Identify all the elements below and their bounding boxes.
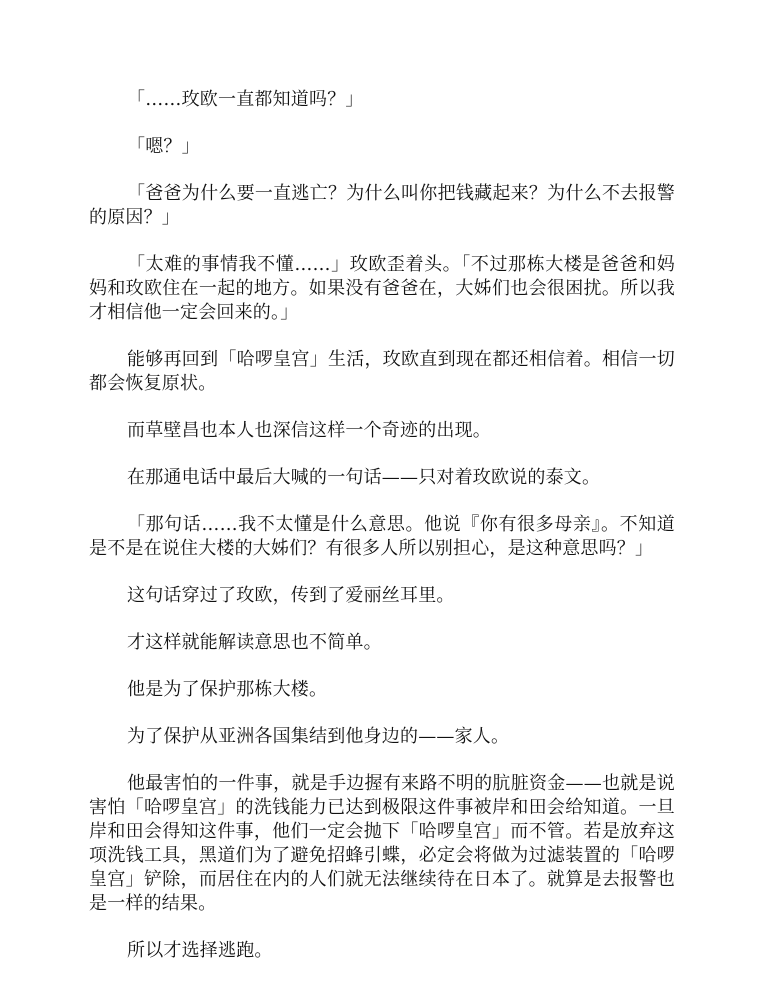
paragraph-8: 「那句话……我不太懂是什么意思。他说『你有很多母亲』。不知道是不是在说住大楼的大姊们？有很多人所以别担心，是这种意思吗？」 xyxy=(89,514,675,559)
paragraph-5: 能够再回到「哈啰皇宫」生活，玫欧直到现在都还相信着。相信一切都会恢复原状。 xyxy=(89,349,675,394)
paragraph-13: 他最害怕的一件事，就是手边握有来路不明的肮脏资金——也就是说害怕「哈啰皇宫」的洗钱能力已达到极限这件事被岸和田会给知道。一旦岸和田会得知这件事，他们一定会抛下「哈啰皇宫」而不管。若是放弃这项洗钱工具，黑道们为了避免招蜂引蝶，必定会将做为过滤装置的「哈啰皇宫」铲除，而居住在内的人们就无法继续待在日本了。就算是去报警也是一样的结果。 xyxy=(89,773,675,914)
paragraph-6: 而草壁昌也本人也深信这样一个奇迹的出现。 xyxy=(127,420,491,441)
paragraph-7: 在那通电话中最后大喊的一句话——只对着玫欧说的泰文。 xyxy=(127,467,601,488)
paragraph-4: 「太难的事情我不懂……」玫欧歪着头。「不过那栋大楼是爸爸和妈妈和玫欧住在一起的地方。如果没有爸爸在，大姊们也会很困扰。所以我才相信他一定会回来的。」 xyxy=(89,254,675,323)
paragraph-14: 所以才选择逃跑。 xyxy=(127,940,273,961)
paragraph-3: 「爸爸为什么要一直逃亡？为什么叫你把钱藏起来？为什么不去报警的原因？」 xyxy=(89,183,675,228)
paragraph-9: 这句话穿过了玫欧，传到了爱丽丝耳里。 xyxy=(127,585,455,606)
paragraph-11: 他是为了保护那栋大楼。 xyxy=(127,679,328,700)
paragraph-2: 「嗯？」 xyxy=(127,136,200,157)
paragraph-12: 为了保护从亚洲各国集结到他身边的——家人。 xyxy=(127,726,510,747)
paragraph-10: 才这样就能解读意思也不简单。 xyxy=(127,632,382,653)
paragraph-1: 「……玫欧一直都知道吗？」 xyxy=(127,89,364,110)
